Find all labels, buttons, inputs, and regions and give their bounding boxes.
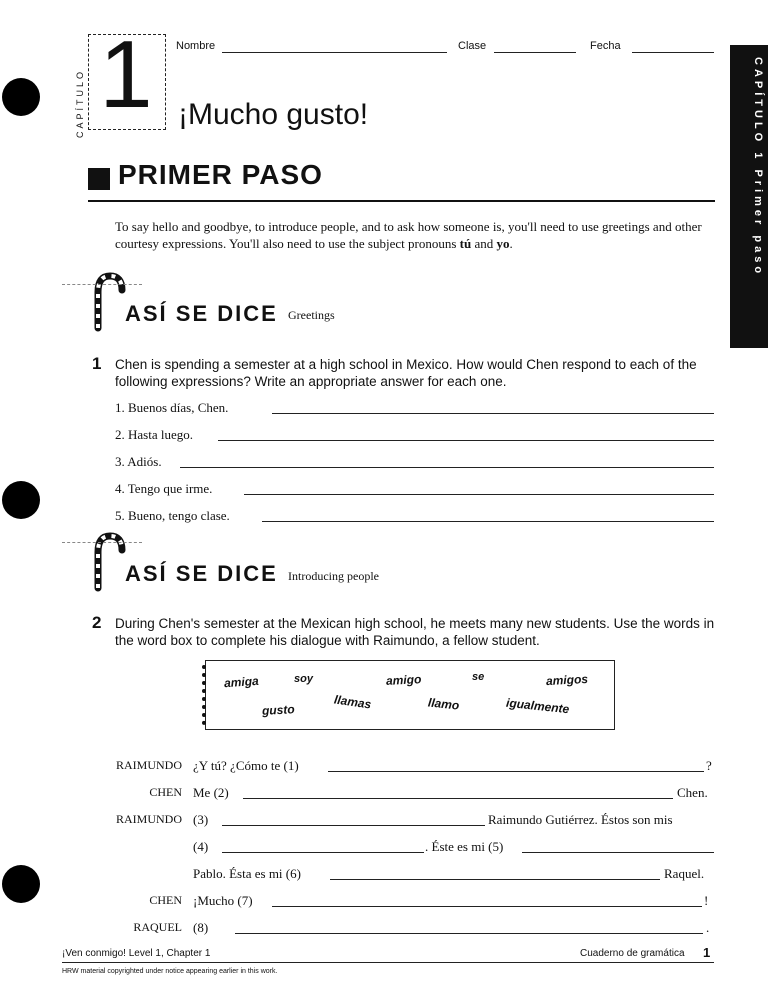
dialogue-text: . Éste es mi (5) [425,839,504,854]
punch-hole-bottom [2,865,40,903]
dialogue-text: Raquel. [664,866,705,881]
dialogue-text: ¡Mucho (7) [193,893,253,908]
word-llamas: llamas [333,692,373,712]
word-amigo: amigo [385,672,422,688]
asi-se-dice-heading: ASÍ SE DICE [125,301,278,326]
dialogue-text: (3) [193,812,209,827]
footer-left: ¡Ven conmigo! Level 1, Chapter 1 [62,948,211,959]
section-square-icon [88,168,110,190]
dialogue-text: ? [706,758,712,773]
dialogue-blank-4[interactable] [222,852,424,853]
word-llamo: llamo [427,695,460,713]
dialogue-blank-5[interactable] [522,852,714,853]
intro-paragraph [115,218,715,252]
answer-line[interactable] [180,467,714,468]
exercise-prompt: During Chen's semester at the Mexican high school, he meets many new students. Use the words in the word box to complete his dialogue with Raimundo, a fellow student. [115,616,715,648]
exercise-number: 1 [92,354,102,373]
exercise-number: 2 [92,613,102,632]
chapter-title: ¡Mucho gusto! [178,98,369,131]
copyright-notice: HRW material copyrighted under notice appearing earlier in this work. [62,968,278,975]
side-tab-label: CAPÍTULO 1 Primer paso [752,57,764,278]
asi-dashed-line [62,542,142,543]
intro-tu: tú [459,236,472,251]
speaker-label: CHEN [149,893,182,907]
answer-line[interactable] [262,521,714,522]
intro-and: and [471,236,497,251]
punch-hole-top [2,78,40,116]
intro-text: To say hello and goodbye, to introduce people, and to ask how someone is, you'll need to use greetings and other courtesy expressions. You'll also need to use the subject pronouns [115,219,702,251]
candy-cane-icon [82,530,128,592]
answer-line[interactable] [218,440,714,441]
answer-line[interactable] [244,494,714,495]
name-field[interactable] [222,52,447,53]
chapter-vertical-label: CAPÍTULO [75,68,85,138]
answer-line[interactable] [272,413,714,414]
dialogue-text: (8) [193,920,209,935]
dialogue-text: Raimundo Gutiérrez. Éstos son mis [488,812,673,827]
page-number: 1 [703,945,711,960]
section-rule [88,200,715,202]
class-label: Clase [458,40,487,52]
asi-dashed-line [62,284,142,285]
dialogue-text: . [706,920,710,935]
dialogue-blank-1[interactable] [328,771,704,772]
word-box-edge [202,665,211,725]
side-tab [730,45,768,348]
chapter-number: 1 [99,21,153,128]
exercise-item: 4. Tengo que irme. [115,481,213,496]
name-label: Nombre [176,40,216,52]
speaker-label: RAIMUNDO [116,758,182,772]
word-box [205,660,615,730]
word-soy: soy [294,673,313,685]
intro-end: . [509,236,513,251]
dialogue-blank-2[interactable] [243,798,673,799]
exercise-item: 2. Hasta luego. [115,427,193,442]
date-label: Fecha [590,40,621,52]
footer-rule [62,962,714,963]
class-field[interactable] [494,52,576,53]
speaker-label: RAIMUNDO [116,812,182,826]
exercise-item: 1. Buenos días, Chen. [115,400,229,415]
word-amiga: amiga [223,673,260,691]
candy-cane-icon [82,270,128,332]
word-se: se [472,671,485,683]
footer-right: Cuaderno de gramática [580,948,685,959]
dialogue-text: Chen. [677,785,708,800]
dialogue-blank-3[interactable] [222,825,485,826]
asi-se-dice-subtitle: Greetings [288,308,335,322]
dialogue-blank-8[interactable] [235,933,703,934]
exercise-prompt: Chen is spending a semester at a high school in Mexico. How would Chen respond to each of the following expressions? Write an appropriate answer for each one. [115,357,697,389]
speaker-label: RAQUEL [133,920,182,934]
word-amigos: amigos [545,671,589,689]
dialogue-text: Me (2) [193,785,229,800]
dialogue-blank-6[interactable] [330,879,660,880]
asi-se-dice-heading: ASÍ SE DICE [125,561,278,586]
dialogue-text: (4) [193,839,209,854]
speaker-label: CHEN [149,785,182,799]
dialogue-text: Pablo. Ésta es mi (6) [193,866,301,881]
date-field[interactable] [632,52,714,53]
word-gusto: gusto [261,702,296,718]
dialogue-blank-7[interactable] [272,906,702,907]
exercise-item: 3. Adiós. [115,454,162,469]
dialogue-text: ¿Y tú? ¿Cómo te (1) [193,758,299,773]
exercise-item: 5. Bueno, tengo clase. [115,508,230,523]
asi-se-dice-subtitle: Introducing people [288,569,379,583]
punch-hole-middle [2,481,40,519]
intro-yo: yo [496,236,510,251]
section-title: PRIMER PASO [118,159,323,190]
dialogue-text: ! [704,893,709,908]
word-igualmente: igualmente [505,695,570,717]
